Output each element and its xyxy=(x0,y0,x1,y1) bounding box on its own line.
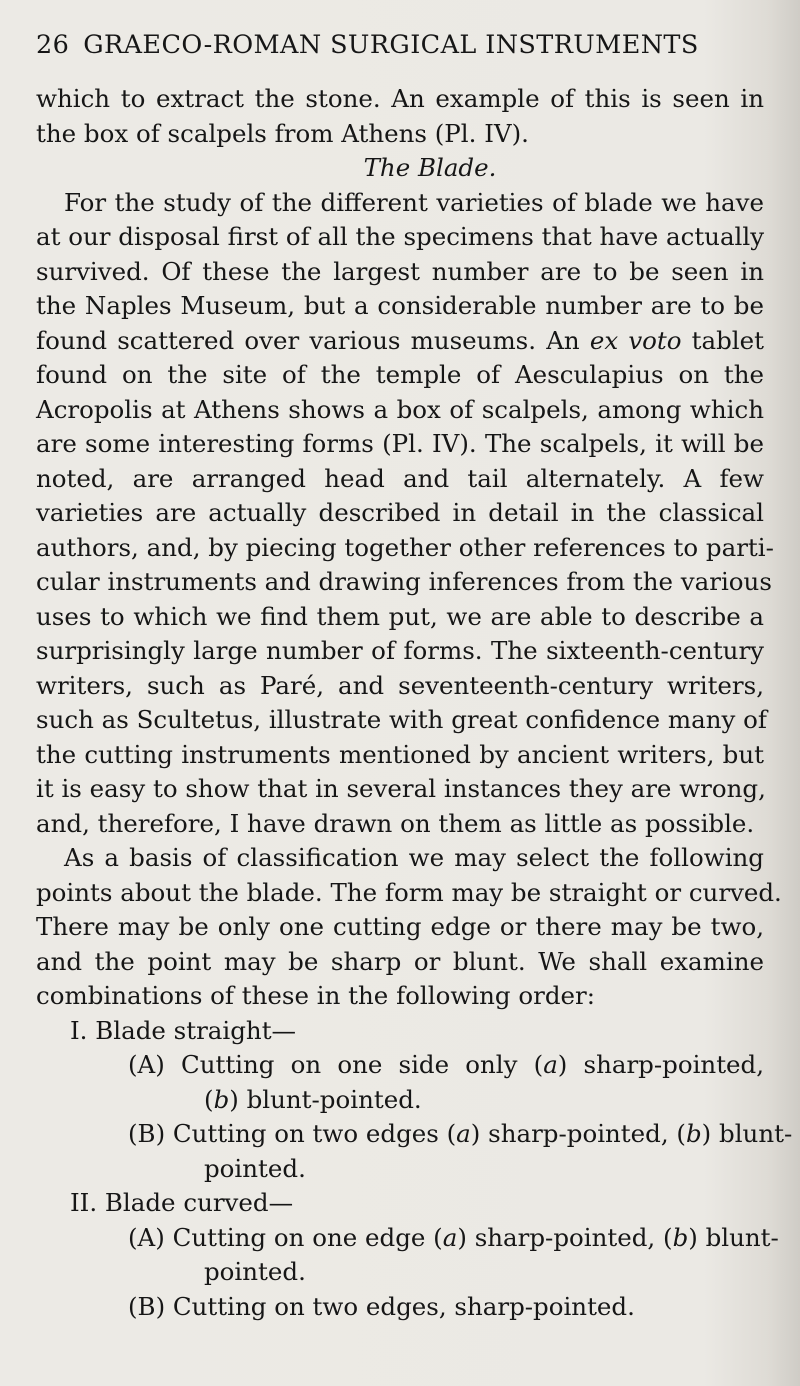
text-line: found on the site of the temple of Aesculapius on the xyxy=(36,360,764,389)
text-line: the box of scalpels from Athens (Pl. IV). xyxy=(36,118,529,148)
text-fragment: ) sharp-pointed, xyxy=(557,1050,765,1079)
text-fragment: found scattered over various museums. An xyxy=(36,325,590,355)
text-line: it is easy to show that in several instances they are wrong, xyxy=(36,774,766,803)
running-header xyxy=(36,30,776,60)
text-line: and the point may be sharp or blunt. We shall examine xyxy=(36,946,764,976)
text-line: There may be only one cutting edge or there may be two, xyxy=(36,912,764,941)
outline-item: (B) Cutting on two edges, sharp-pointed. xyxy=(128,1291,635,1321)
outline-item: II. Blade curved— xyxy=(70,1188,294,1217)
section-heading: The Blade. xyxy=(363,153,497,182)
text-line: writers, such as Paré, and seventeenth-century writers, xyxy=(36,670,764,700)
outline-item xyxy=(36,1117,793,1152)
italic-letter: b xyxy=(685,1119,702,1148)
text-line: uses to which we find them put, we are able to describe a xyxy=(36,601,764,631)
text-fragment: ) blunt- xyxy=(688,1222,779,1252)
text-line: such as Scultetus, illustrate with great confidence many of xyxy=(36,705,767,734)
outline-item: I. Blade straight— xyxy=(70,1015,297,1045)
text-line: points about the blade. The form may be straight or curved. xyxy=(36,877,782,907)
text-line: As a basis of classification we may select the following xyxy=(64,843,764,872)
italic-term: ex voto xyxy=(589,325,682,355)
text-line: varieties are actually described in detail in the classical xyxy=(36,498,764,527)
page-body xyxy=(36,82,793,1324)
text-line: combinations of these in the following order: xyxy=(36,981,595,1010)
text-line: at our disposal first of all the specimens that have actually xyxy=(36,222,765,251)
italic-letter: b xyxy=(213,1084,230,1114)
text-line: noted, are arranged head and tail alternately. A few xyxy=(36,463,764,493)
italic-letter: b xyxy=(672,1222,689,1252)
outline-item xyxy=(36,1083,764,1118)
text-fragment: ) blunt-pointed. xyxy=(229,1084,422,1114)
text-line xyxy=(36,324,764,359)
outline-item: pointed. xyxy=(204,1257,306,1286)
text-line: cular instruments and drawing inferences from the various xyxy=(36,567,772,596)
italic-letter: a xyxy=(442,1222,458,1252)
text-line: Acropolis at Athens shows a box of scalpels, among which xyxy=(36,394,764,424)
text-line: the Naples Museum, but a considerable number are to be xyxy=(36,291,764,320)
text-line: are some interesting forms (Pl. IV). The scalpels, it will be xyxy=(36,429,764,458)
text-fragment: ) sharp-pointed, ( xyxy=(470,1119,686,1148)
outline-item: pointed. xyxy=(204,1153,306,1183)
italic-letter: a xyxy=(543,1050,558,1079)
page-number: 26 xyxy=(36,30,70,60)
text-fragment: (A) Cutting on one side only ( xyxy=(128,1050,544,1079)
text-line: survived. Of these the largest number are to be seen in xyxy=(36,256,764,286)
outline-item xyxy=(36,1048,764,1083)
text-fragment: (A) Cutting on one edge ( xyxy=(128,1222,443,1252)
running-title: GRAECO-ROMAN SURGICAL INSTRUMENTS xyxy=(83,30,699,60)
text-fragment: ( xyxy=(204,1084,214,1114)
text-line: the cutting instruments mentioned by ancient writers, but xyxy=(36,739,764,769)
text-fragment: tablet xyxy=(681,325,764,355)
text-fragment: (B) Cutting on two edges ( xyxy=(128,1119,457,1148)
text-line: surprisingly large number of forms. The sixteenth-century xyxy=(36,636,764,665)
text-line: For the study of the different varieties of blade we have xyxy=(64,187,764,217)
text-fragment: ) sharp-pointed, ( xyxy=(457,1222,673,1252)
text-line: and, therefore, I have drawn on them as little as possible. xyxy=(36,808,755,838)
text-line: which to extract the stone. An example of this is seen in xyxy=(36,84,764,113)
text-line: authors, and, by piecing together other references to parti- xyxy=(36,532,774,562)
outline-item xyxy=(36,1221,779,1256)
text-fragment: ) blunt- xyxy=(701,1119,793,1148)
italic-letter: a xyxy=(456,1119,471,1148)
